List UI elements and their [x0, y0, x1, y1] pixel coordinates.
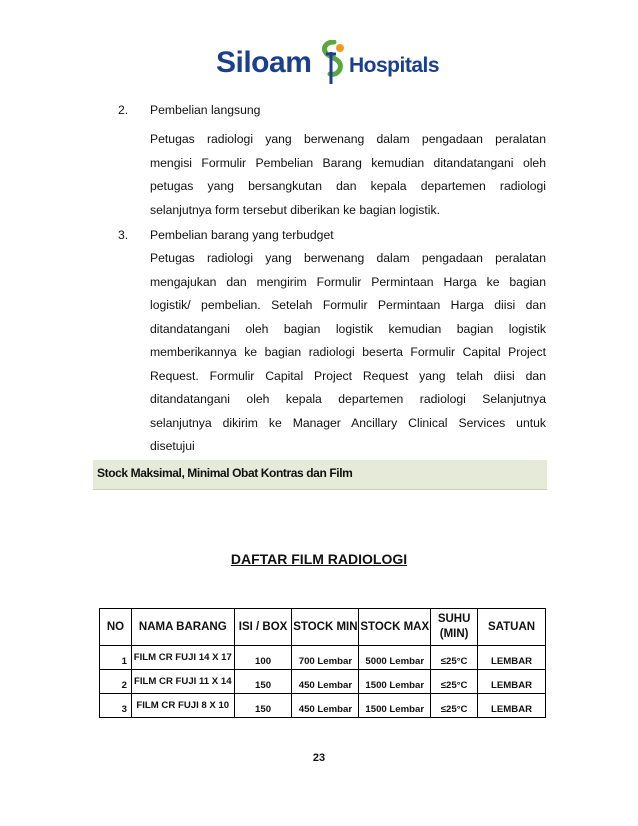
- paragraph-line: mengisi Formulir Pembelian Barang kemudian ditandatangani oleh: [150, 155, 546, 170]
- item-number: 3.: [118, 228, 129, 242]
- item-heading: Pembelian barang yang terbudget: [150, 228, 334, 242]
- cell-isi: 150: [234, 694, 292, 718]
- cell-isi: 100: [234, 646, 292, 670]
- paragraph-line: Petugas radiologi yang berwenang dalam pengadaan peralatan: [150, 251, 546, 265]
- column-header: SATUAN: [478, 609, 546, 646]
- item-heading: Pembelian langsung: [150, 103, 261, 117]
- cell-name: FILM CR FUJI 11 X 14: [131, 670, 234, 694]
- cell-name: FILM CR FUJI 14 X 17: [131, 646, 234, 670]
- paragraph-line: petugas yang bersangkutan dan kepala departemen radiologi: [150, 179, 546, 193]
- cell-no: 1: [100, 646, 132, 670]
- cell-no: 2: [100, 670, 132, 694]
- logo-emblem-icon: [318, 40, 348, 86]
- column-header: ISI / BOX: [234, 609, 292, 646]
- cell-isi: 150: [234, 670, 292, 694]
- paragraph-line: Request. Formulir Capital Project Request yang telah diisi dan: [150, 368, 546, 383]
- column-header: STOCK MIN: [292, 609, 359, 646]
- paragraph-line: disetujui: [150, 439, 195, 453]
- paragraph-line: selanjutnya form tersebut diberikan ke bagian logistik.: [150, 202, 440, 217]
- paragraph-line: logistik/ pembelian. Setelah Formulir Permintaan Harga diisi dan: [150, 298, 546, 312]
- item-paragraph: [150, 247, 546, 459]
- cell-stock-max: 1500 Lembar: [359, 670, 431, 694]
- column-header: NO: [100, 609, 132, 646]
- table-title: DAFTAR FILM RADIOLOGI: [230, 551, 408, 567]
- paragraph-line: ditandatangani oleh kepala departemen radiologi Selanjutnya: [150, 392, 546, 406]
- cell-satuan: LEMBAR: [478, 694, 546, 718]
- cell-suhu: ≤25°C: [431, 670, 478, 694]
- table-header-row: [100, 609, 546, 646]
- cell-name: FILM CR FUJI 8 X 10: [131, 694, 234, 718]
- paragraph-line: ditandatangani oleh bagian logistik kemudian bagian logistik: [150, 321, 546, 336]
- table-row: [100, 694, 546, 718]
- section-heading: Stock Maksimal, Minimal Obat Kontras dan Film: [97, 466, 353, 480]
- page-number: 23: [312, 752, 326, 764]
- item-number: 2.: [118, 103, 129, 117]
- section-heading-bar: [93, 460, 547, 490]
- column-header: SUHU (MIN): [431, 609, 478, 646]
- column-header: STOCK MAX: [359, 609, 431, 646]
- paragraph-line: mengajukan dan mengirim Formulir Permintaan Harga ke bagian: [150, 274, 546, 289]
- cell-stock-max: 1500 Lembar: [359, 694, 431, 718]
- paragraph-line: Petugas radiologi yang berwenang dalam pengadaan peralatan: [150, 132, 546, 146]
- cell-no: 3: [100, 694, 132, 718]
- cell-satuan: LEMBAR: [478, 646, 546, 670]
- table-row: [100, 646, 546, 670]
- logo-text-hospitals: Hospitals: [349, 54, 440, 77]
- film-stock-table: [99, 608, 546, 718]
- paragraph-line: memberikannya ke bagian radiologi beserta Formulir Capital Project: [150, 345, 546, 359]
- siloam-hospitals-logo: [216, 40, 444, 86]
- item-paragraph: [150, 128, 546, 222]
- logo-text-siloam: Siloam: [216, 46, 312, 79]
- cell-stock-min: 450 Lembar: [292, 694, 359, 718]
- cell-stock-max: 5000 Lembar: [359, 646, 431, 670]
- cell-suhu: ≤25°C: [431, 646, 478, 670]
- paragraph-line: selanjutnya dikirim ke Manager Ancillary Clinical Services untuk: [150, 415, 546, 430]
- table-row: [100, 670, 546, 694]
- cell-satuan: LEMBAR: [478, 670, 546, 694]
- cell-suhu: ≤25°C: [431, 694, 478, 718]
- cell-stock-min: 700 Lembar: [292, 646, 359, 670]
- cell-stock-min: 450 Lembar: [292, 670, 359, 694]
- column-header: NAMA BARANG: [131, 609, 234, 646]
